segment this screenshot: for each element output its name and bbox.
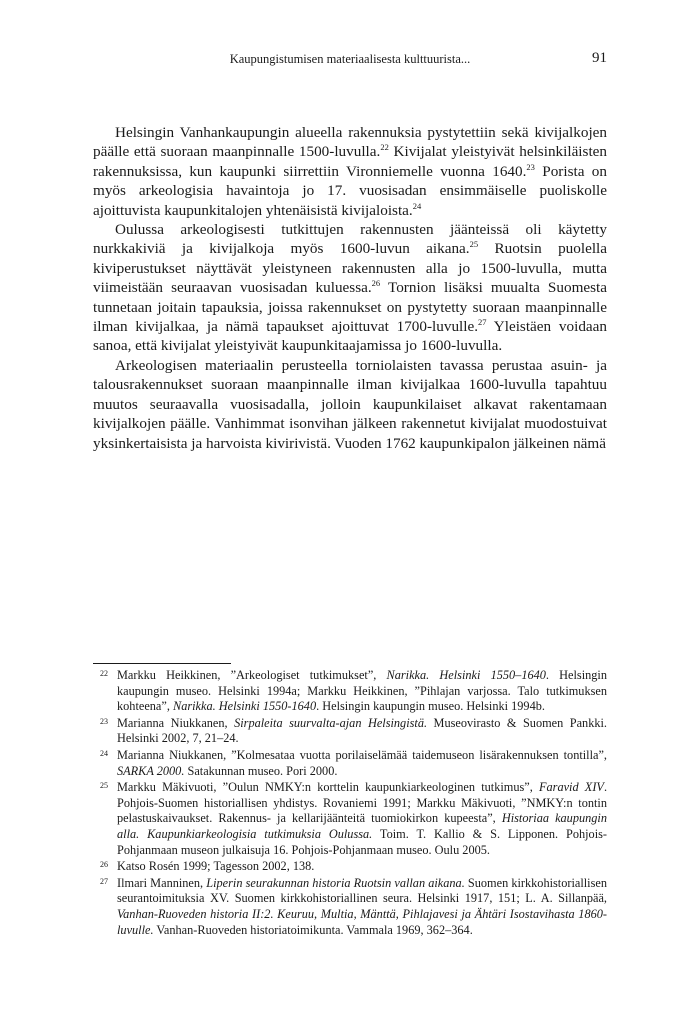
footnote-text — [117, 668, 607, 713]
footnote-item — [93, 716, 607, 747]
footnote-text — [117, 780, 607, 856]
footnote-text-part: Katso Rosén 1999; Tagesson 2002, 138. — [117, 859, 315, 874]
footnote-text-part: Vanhan-Ruoveden historiatoimikunta. Vammala 1969, 362–364. — [153, 922, 473, 937]
footnote-item — [93, 876, 607, 938]
footnote-text-part: . Helsingin kaupungin museo. Helsinki 1994b. — [316, 699, 545, 714]
footnote-text-part: Museovirasto & Suomen Pankki. Helsinki 2002, 7, 21–24. — [117, 715, 607, 746]
footnote-number: 25 — [100, 781, 108, 791]
footnote-number: 22 — [100, 669, 108, 678]
footnote-text-part: Satakunnan museo. Pori 2000. — [184, 763, 338, 778]
footnote-title-italic: Sirpaleita suurvalta-ajan Helsingistä. — [234, 715, 428, 730]
paragraph-2 — [93, 220, 607, 356]
footnote-ref[interactable]: 25 — [469, 239, 479, 250]
running-title: Kaupungistumisen materiaalisesta kulttuurista... — [229, 52, 471, 66]
footnote-ref[interactable]: 24 — [412, 200, 422, 211]
footnote-item — [93, 859, 607, 875]
footnote-text-part: Marianna Niukkanen, ”Kolmesataa vuotta porilaiselämää taidemuseon lisärakennuksen tontilla”, — [117, 747, 607, 762]
page-number: 91 — [592, 50, 607, 66]
footnote-text — [117, 859, 314, 873]
footnote-ref[interactable]: 22 — [380, 142, 389, 153]
paragraph-text: Helsingin Vanhankaupungin alueella rakennuksia pystytettiin sekä kivijalkojen päälle että suoraan maanpinnalle 1500-luvulla. — [93, 124, 607, 161]
paragraph-text: Yleistäen voidaan sanoa, että kivijalat yleistyivät kaupunkitaajamissa jo 1600-luvulla. — [93, 318, 607, 355]
footnote-text-part: . Helsingin kaupungin museo. Helsinki 1994a; Markku Heikkinen, ”Pihlajan varjossa. Talo tutkimuksen kohteena”, — [117, 668, 607, 714]
footnote-text-part: Suomen kirkkohistoriallisen seurantoimituksia XV. Suomen kirkkohistoriallinen seura. Helsinki 1917, 151; L. A. Sillanpää, — [117, 875, 607, 906]
paragraph-text: Tornion lisäksi muualta Suomesta tunnetaan joitain tapauksia, joissa rakennukset on pystytetty suoraan maanpinnalle ilman kivijalkaa, ja nämä tapaukset ajoittuvat 1700-luvulle. — [93, 279, 607, 336]
footnote-text-part: Ilmari Manninen, — [117, 875, 207, 890]
footnotes — [93, 668, 607, 939]
footnote-title-italic: Faravid XIV — [539, 780, 604, 795]
footnote-text — [117, 748, 607, 778]
footnote-title-italic: Narikka. Helsinki 1550-1640 — [173, 699, 317, 714]
paragraph-1 — [93, 123, 607, 220]
footnote-number: 23 — [100, 716, 108, 726]
footnote-text-part: Toim. T. Kallio & S. Lipponen. Pohjois-Pohjanmaan museon julkaisuja 16. Pohjois-Pohjanmaan museo. Oulu 2005. — [117, 826, 607, 857]
footnote-item — [93, 668, 607, 715]
body-text — [93, 123, 607, 453]
footnote-title-italic: SARKA 2000. — [117, 763, 185, 778]
footnote-text-part: Markku Mäkivuoti, ”Oulun NMKY:n korttelin kaupunkiarkeologinen tutkimus”, — [117, 780, 539, 795]
paragraph-text: Ruotsin puolella kiviperustukset näyttävät yleistyneen rakennusten alla jo 1500-luvulla, mutta viimeistään seuraavan vuosisadan kuluessa. — [93, 240, 608, 297]
footnote-ref[interactable]: 26 — [371, 278, 381, 289]
paragraph-text: Oulussa arkeologisesti tutkittujen rakennusten jäänteissä oli käytetty nurkkakiviä ja kivijalkoja myös 1600-luvun aikana. — [93, 221, 607, 258]
footnote-text-part: Marianna Niukkanen, — [117, 715, 235, 730]
paragraph-3: Arkeologisen materiaalin perusteella torniolaisten tavassa perustaa asuin- ja talousrakennukset suoraan maanpinnalle ilman kivijalkaa 1600-luvulla tapahtuu muutos seuraavalla vuosisadalla, jolloin kaupunkilaiset alkavat rakentamaan kivijalkojen päälle. Vanhimmat isonvihan jälkeen rakennetut kivijalat muodostuivat yksinkertaisista ja harvoista kivirivistä. Vuoden 1762 kaupunkipalon jälkeinen nämä — [93, 356, 607, 452]
footnote-text — [117, 876, 607, 937]
footnote-text-part: Markku Heikkinen, ”Arkeologiset tutkimukset”, — [117, 668, 387, 682]
footnote-item — [93, 748, 607, 779]
running-header — [0, 50, 700, 70]
footnote-number: 26 — [100, 860, 108, 870]
paragraph-text: Kivijalat yleistyivät helsinkiläisten rakennuksissa, kun kaupunki siirrettiin Vironniemelle vuonna 1640. — [93, 143, 607, 180]
footnote-title-italic: Liperin seurakunnan historia Ruotsin vallan aikana. — [206, 875, 465, 890]
footnote-number: 27 — [100, 876, 108, 886]
footnote-number: 24 — [100, 748, 108, 758]
footnote-title-italic: Vanhan-Ruoveden historia II:2. Keuruu, Multia, Mänttä, Pihlajavesi ja Ähtäri Isostavihasta 1860-luvulle. — [117, 906, 607, 937]
footnote-text — [117, 716, 607, 746]
footnote-title-italic: Historiaa kaupungin alla. Kaupunkiarkeologisia tutkimuksia Oulussa. — [117, 811, 607, 841]
footnote-ref[interactable]: 27 — [478, 317, 487, 328]
footnote-ref[interactable]: 23 — [526, 161, 535, 172]
footnote-text-part: . Pohjois-Suomen historiallisen yhdistys. Rovaniemi 1991; Markku Mäkivuoti, ”NMKY:n tontin pelastuskaivaukset. Rakennus- ja kellarijäänteitä tuomiokirkon kupeesta”, — [117, 780, 608, 826]
paragraph-text: Porista on myös arkeologisia havaintoja jo 17. vuosisadan ensimmäiselle puoliskolle ajoittuvista kaupunkitalojen yhtenäisistä kivijaloista. — [93, 162, 607, 219]
footnote-title-italic: Narikka. Helsinki 1550–1640 — [386, 668, 546, 682]
footnote-item — [93, 780, 607, 858]
footnote-divider — [93, 663, 231, 664]
